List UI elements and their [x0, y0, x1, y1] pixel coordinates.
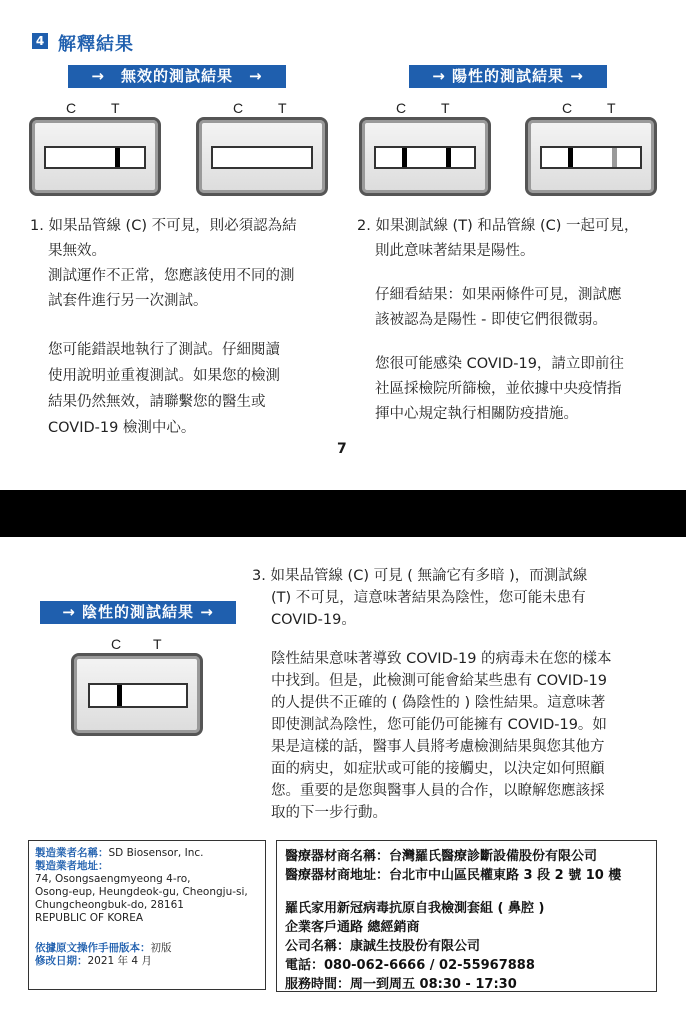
cassette-positive-faint [525, 100, 657, 196]
distributor-line: 醫療器材商地址：台北市中山區民權東路 3 段 2 號 10 樓 [285, 868, 622, 883]
section-title: 解釋結果 [58, 34, 134, 55]
positive-line-5: 您很可能感染 COVID-19，請立即前往 [375, 356, 624, 372]
test-line [446, 148, 451, 167]
manufacturer-name: SD Biosensor, Inc. [108, 847, 204, 859]
control-line [402, 148, 407, 167]
cassette-body [71, 653, 203, 736]
result-window [88, 683, 188, 708]
c-mark: C [66, 100, 77, 116]
invalid-line-1: 1. 如果品管線 (C) 不可見，則必須認為結 [30, 218, 297, 234]
negative-line-2: (T) 不可見，這意味著結果為陰性，您可能未患有 [271, 590, 586, 606]
result-window [211, 146, 313, 169]
address-line: Chungcheongbuk-do, 28161 [35, 899, 184, 911]
faint-test-line [612, 148, 617, 167]
negative-p2-line: 取的下一步行動。 [271, 805, 387, 821]
t-mark: T [607, 100, 616, 116]
cassette-body [359, 117, 491, 196]
cassette-invalid-none [196, 100, 328, 196]
result-window [44, 146, 146, 169]
distributor-line: 公司名稱：康誠生技股份有限公司 [285, 939, 481, 954]
version-label: 依據原文操作手冊版本： [35, 942, 151, 954]
page-separator-band [0, 490, 686, 537]
negative-line-1: 3. 如果品管線 (C) 可見 ( 無論它有多暗 )，而測試線 [252, 568, 588, 584]
cassette-invalid-t-only [29, 100, 161, 196]
page-number: 7 [337, 441, 347, 457]
cassette-positive-strong [359, 100, 491, 196]
c-mark: C [111, 636, 122, 652]
test-line [115, 148, 120, 167]
negative-p2-line: 果是這樣的話，醫事人員將考慮檢測結果與您其他方 [271, 739, 605, 755]
distributor-info-box [276, 840, 657, 992]
t-mark: T [441, 100, 450, 116]
manufacturer-name-label: 製造業者名稱： [35, 847, 109, 859]
positive-line-6: 社區採檢院所篩檢，並依據中央疫情指 [375, 381, 622, 397]
negative-line-3: COVID-19。 [271, 612, 356, 628]
positive-result-header: → 陽性的測試結果 → [409, 65, 607, 88]
negative-p2-line: 中找到。但是，此檢測可能會給某些患有 COVID-19 [271, 673, 607, 689]
invalid-explanation [30, 214, 335, 441]
t-mark: T [153, 636, 162, 652]
version-value: 初版 [150, 942, 172, 954]
negative-result-header: → 陰性的測試結果 → [40, 601, 236, 624]
control-line [568, 148, 573, 167]
address-line: REPUBLIC OF KOREA [35, 912, 144, 924]
c-mark: C [233, 100, 244, 116]
section-number: 4 [32, 33, 48, 49]
manufacturer-address-label: 製造業者地址： [35, 860, 109, 872]
control-line [117, 685, 122, 706]
negative-p2-line: 的人提供不正確的 ( 偽陰性的 ) 陰性結果。這意味著 [271, 695, 606, 711]
date-value: 2021 年 4 月 [87, 955, 152, 967]
c-mark: C [562, 100, 573, 116]
address-line: Osong-eup, Heungdeok-gu, Cheongju-si, [35, 886, 248, 898]
invalid-result-header: → 無效的測試結果 → [68, 65, 286, 88]
result-window [540, 146, 642, 169]
negative-p2-line: 陰性結果意味著導致 COVID-19 的病毒未在您的樣本 [271, 651, 612, 667]
manufacturer-info-box [28, 840, 266, 990]
positive-line-3: 仔細看結果：如果兩條件可見，測試應 [375, 287, 622, 303]
distributor-hours: 服務時間：周一到周五 08:30 - 17:30 [285, 977, 517, 992]
positive-line-7: 揮中心規定執行相關防疫措施。 [375, 406, 578, 422]
positive-explanation [357, 214, 667, 427]
c-mark: C [396, 100, 407, 116]
negative-p2-line: 您。重要的是您與醫事人員的合作，以瞭解您應該採 [271, 783, 605, 799]
distributor-line: 企業客戶通路 總經銷商 [285, 920, 420, 935]
positive-line-2: 則此意味著結果是陽性。 [375, 243, 535, 259]
result-window [374, 146, 476, 169]
invalid-line-2: 果無效。 [48, 243, 106, 259]
negative-paragraph-2 [252, 648, 662, 824]
cassette-negative [71, 636, 203, 736]
t-mark: T [111, 100, 120, 116]
date-label: 修改日期： [35, 955, 88, 967]
cassette-body [525, 117, 657, 196]
invalid-line-5: 您可能錯誤地執行了測試。仔細閱讀 [48, 342, 280, 358]
distributor-line: 醫療器材商名稱：台灣羅氏醫療診斷設備股份有限公司 [285, 849, 598, 864]
positive-line-4: 該被認為是陽性 - 即使它們很微弱。 [375, 312, 607, 328]
address-line: 74, Osongsaengmyeong 4-ro, [35, 873, 191, 885]
invalid-line-8: COVID-19 檢測中心。 [48, 420, 196, 436]
negative-explanation [252, 565, 662, 824]
invalid-line-7: 結果仍然無效，請聯繫您的醫生或 [48, 394, 266, 410]
invalid-line-3: 測試運作不正常，您應該使用不同的測 [48, 268, 295, 284]
invalid-line-4: 試套件進行另一次測試。 [48, 293, 208, 309]
t-mark: T [278, 100, 287, 116]
negative-p2-line: 即使測試為陰性，您可能仍可能擁有 COVID-19。如 [271, 717, 607, 733]
distributor-line: 羅氏家用新冠病毒抗原自我檢測套組 ( 鼻腔 ) [285, 901, 545, 916]
invalid-line-6: 使用說明並重複測試。如果您的檢測 [48, 368, 280, 384]
positive-line-1: 2. 如果測試線 (T) 和品管線 (C) 一起可見， [357, 218, 639, 234]
cassette-body [196, 117, 328, 196]
distributor-phone: 電話：080-062-6666 / 02-55967888 [285, 958, 535, 973]
cassette-body [29, 117, 161, 196]
negative-p2-line: 面的病史，如症狀或可能的接觸史，以決定如何照顧 [271, 761, 605, 777]
